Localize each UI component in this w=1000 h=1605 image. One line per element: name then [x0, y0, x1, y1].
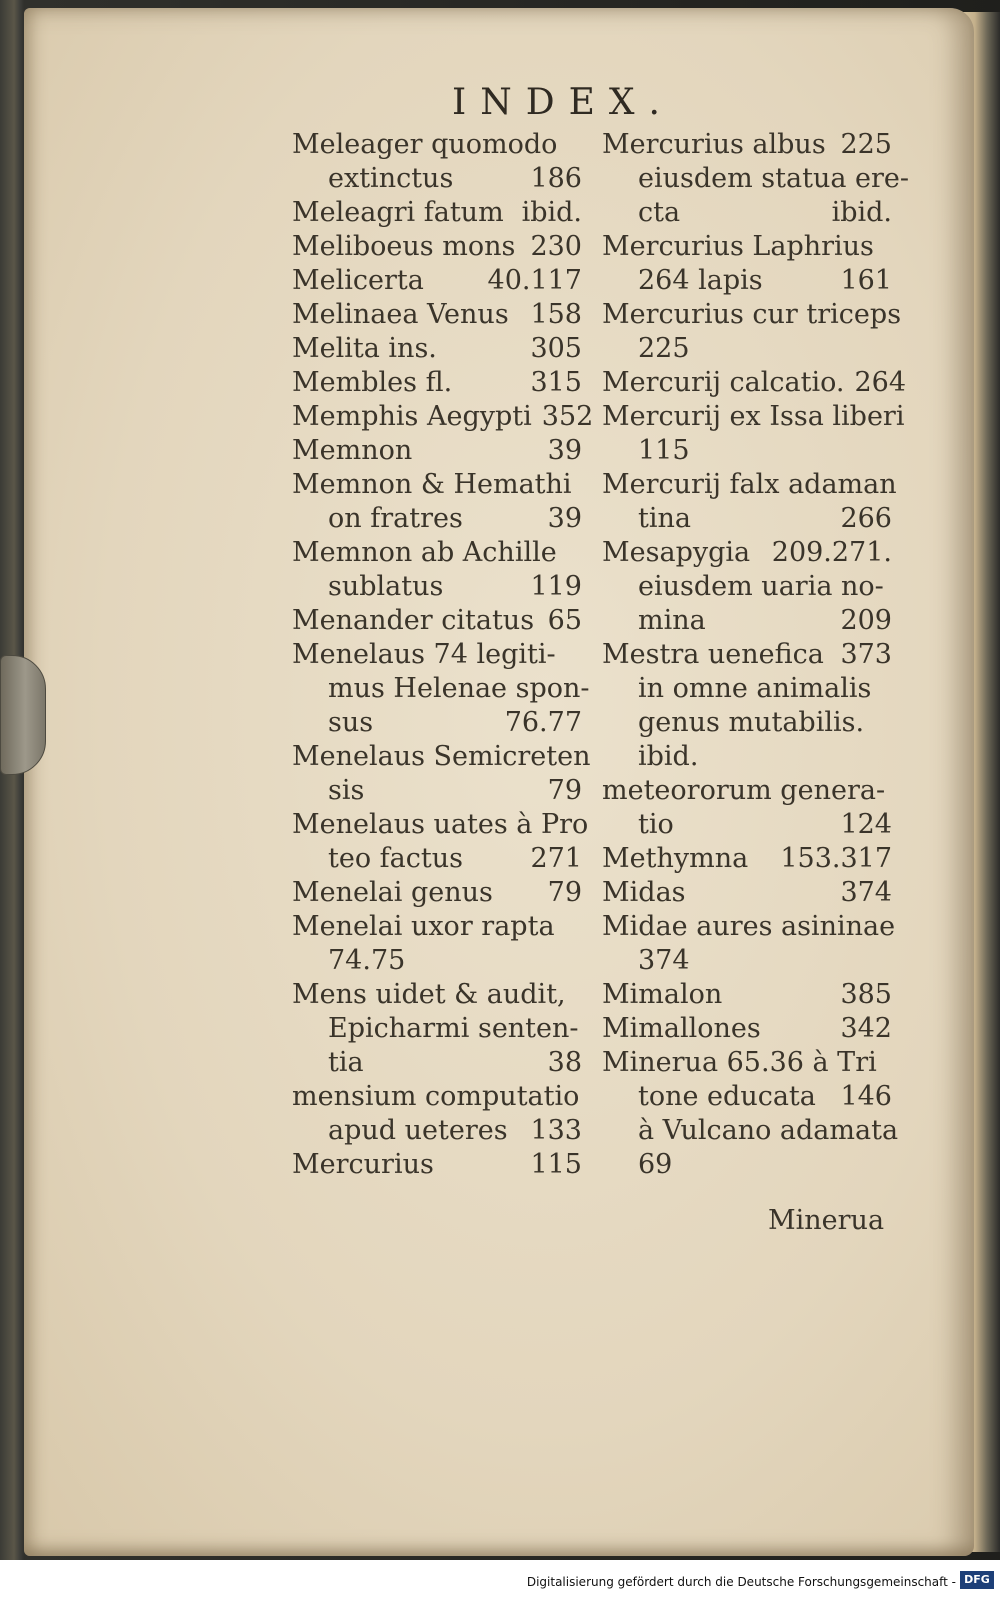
index-entry: [602, 366, 907, 400]
entry-text: Melinaea Venus: [292, 299, 509, 330]
entry-line: [292, 774, 582, 808]
page-reference: 40.117: [487, 265, 582, 296]
entry-text: tone educata: [638, 1081, 816, 1112]
page-reference: 65: [547, 605, 582, 636]
entry-line: [602, 1012, 892, 1046]
entry-text: tio: [638, 809, 674, 840]
entry-text: Melicerta: [292, 265, 424, 296]
entry-text: sis: [328, 775, 365, 806]
index-entry: [292, 1080, 582, 1148]
index-column-right: [602, 128, 910, 1182]
entry-text: Menelaus 74 legiti-: [292, 639, 556, 670]
entry-line: [602, 1046, 892, 1080]
page-reference: 352: [541, 401, 594, 432]
index-entry: [292, 876, 582, 910]
entry-text: mus Helenae spon-: [328, 673, 590, 704]
page-reference: 38: [547, 1047, 582, 1078]
page-reference: 79: [547, 877, 582, 908]
page-reference: 186: [530, 163, 582, 194]
entry-text: teo factus: [328, 843, 463, 874]
index-entry: [292, 196, 582, 230]
entry-text: 115: [638, 435, 690, 466]
entry-line: [602, 128, 892, 162]
entry-line: [602, 230, 892, 264]
entry-text: Mimallones: [602, 1013, 761, 1044]
entry-line: [602, 570, 892, 604]
index-entry: [292, 740, 591, 808]
page-reference: 115: [530, 1149, 582, 1180]
entry-line: [292, 604, 582, 638]
index-entry: [602, 774, 892, 842]
entry-text: Mercurius albus: [602, 129, 826, 160]
entry-line: [602, 876, 892, 910]
page-reference: 161: [840, 265, 892, 296]
index-entry: [602, 842, 892, 876]
entry-text: genus mutabilis.: [638, 707, 865, 738]
entry-text: in omne animalis: [638, 673, 872, 704]
entry-line: [292, 808, 589, 842]
entry-text: eiusdem uaria no-: [638, 571, 884, 602]
entry-line: [292, 230, 582, 264]
entry-line: [602, 842, 892, 876]
entry-text: Memnon & Hemathi: [292, 469, 572, 500]
page-reference: 79: [547, 775, 582, 806]
entry-text: cta: [638, 197, 681, 228]
index-entry: [292, 910, 582, 978]
index-entry: [602, 468, 897, 536]
entry-text: Mercurij falx adaman: [602, 469, 897, 500]
entry-line: [602, 298, 902, 332]
entry-line: [292, 910, 582, 944]
entry-line: [602, 978, 892, 1012]
entry-line: [602, 808, 892, 842]
entry-text: Mercurius Laphrius: [602, 231, 874, 262]
index-entry: [292, 400, 594, 434]
index-entry: [292, 366, 582, 400]
page-reference: 39: [547, 435, 582, 466]
entry-text: 374: [638, 945, 690, 976]
entry-line: [292, 434, 582, 468]
entry-line: [292, 706, 582, 740]
entry-line: [292, 332, 582, 366]
page-reference: 146: [840, 1081, 892, 1112]
index-entry: [602, 536, 892, 638]
entry-text: Melita ins.: [292, 333, 437, 364]
entry-text: Memnon: [292, 435, 413, 466]
page-reference: 342: [840, 1013, 892, 1044]
entry-text: Methymna: [602, 843, 749, 874]
entry-text: Memphis Aegypti: [292, 401, 532, 432]
entry-text: Epicharmi senten-: [328, 1013, 579, 1044]
index-entry: [292, 808, 589, 876]
entry-line: [602, 1148, 892, 1182]
entry-text: Midae aures asininae: [602, 911, 896, 942]
entry-text: Menander citatus: [292, 605, 535, 636]
entry-text: Meleager quomodo: [292, 129, 558, 160]
page-reference: 373: [840, 639, 892, 670]
entry-text: Mimalon: [602, 979, 723, 1010]
index-entry: [292, 128, 582, 196]
entry-text: sublatus: [328, 571, 444, 602]
entry-line: [602, 604, 892, 638]
entry-text: mina: [638, 605, 706, 636]
page-reference: 225: [840, 129, 892, 160]
index-entry: [292, 978, 582, 1080]
entry-line: [292, 502, 582, 536]
entry-line: [292, 298, 582, 332]
entry-text: 225: [638, 333, 690, 364]
entry-line: [602, 264, 892, 298]
entry-text: eiusdem statua ere-: [638, 163, 910, 194]
entry-line: [602, 706, 892, 740]
entry-line: [292, 638, 582, 672]
entry-text: Menelai genus: [292, 877, 493, 908]
entry-line: [292, 842, 582, 876]
index-entry: [602, 876, 892, 910]
page-reference: 124: [840, 809, 892, 840]
entry-line: [292, 1148, 582, 1182]
entry-line: [602, 196, 892, 230]
entry-text: Minerua 65.36 à Tri: [602, 1047, 877, 1078]
entry-line: [292, 570, 582, 604]
entry-line: [602, 434, 892, 468]
entry-text: Meliboeus mons: [292, 231, 516, 262]
entry-line: [292, 978, 582, 1012]
page-reference: 39: [547, 503, 582, 534]
entry-text: Menelai uxor rapta: [292, 911, 555, 942]
entry-text: 74.75: [328, 945, 406, 976]
entry-line: [602, 468, 897, 502]
entry-line: [292, 264, 582, 298]
page-reference: 264: [854, 367, 907, 398]
entry-text: Mercurius: [292, 1149, 434, 1180]
entry-text: on fratres: [328, 503, 463, 534]
entry-line: [292, 876, 582, 910]
index-entry: [292, 230, 582, 264]
index-entry: [602, 400, 905, 468]
entry-text: sus: [328, 707, 374, 738]
page-reference: 271: [530, 843, 582, 874]
entry-text: tia: [328, 1047, 364, 1078]
entry-text: ibid.: [638, 741, 699, 772]
page-reference: 374: [840, 877, 892, 908]
page-reference: 315: [530, 367, 582, 398]
book-clasp: [0, 655, 46, 775]
index-entry: [292, 298, 582, 332]
index-entry: [292, 604, 582, 638]
entry-line: [602, 1080, 892, 1114]
entry-text: Mesapygia: [602, 537, 751, 568]
page-reference: 119: [530, 571, 582, 602]
entry-line: [602, 944, 892, 978]
index-entry: [602, 1046, 899, 1182]
entry-text: Menelaus Semicreten: [292, 741, 591, 772]
footer-credit: Digitalisierung gefördert durch die Deutsche Forschungsgemeinschaft -: [526, 1575, 956, 1589]
entry-text: apud ueteres: [328, 1115, 508, 1146]
entry-line: [602, 162, 910, 196]
entry-text: Memnon ab Achille: [292, 537, 557, 568]
entry-text: Mercurius cur triceps: [602, 299, 902, 330]
entry-line: [602, 536, 892, 570]
page-reference: ibid.: [831, 197, 892, 228]
page-reference: 305: [530, 333, 582, 364]
dfg-logo: DFG: [960, 1571, 994, 1589]
entry-text: Meleagri fatum: [292, 197, 504, 228]
entry-line: [292, 1114, 582, 1148]
entry-line: [292, 740, 591, 774]
page-reference: 133: [530, 1115, 582, 1146]
entry-text: extinctus: [328, 163, 454, 194]
entry-line: [292, 128, 582, 162]
entry-line: [292, 1012, 582, 1046]
entry-text: meteororum genera-: [602, 775, 886, 806]
page-reference: 230: [530, 231, 582, 262]
entry-text: tina: [638, 503, 691, 534]
entry-line: [292, 400, 594, 434]
entry-line: [602, 774, 892, 808]
entry-text: Mercurij calcatio.: [602, 367, 845, 398]
entry-line: [292, 196, 582, 230]
index-entry: [602, 128, 910, 230]
page-reference: 209: [840, 605, 892, 636]
entry-line: [602, 638, 892, 672]
index-entry: [292, 264, 582, 298]
index-entry: [602, 978, 892, 1012]
index-entry: [292, 638, 590, 740]
entry-text: Mercurij ex Issa liberi: [602, 401, 905, 432]
entry-line: [602, 910, 896, 944]
entry-text: Menelaus uates à Pro: [292, 809, 589, 840]
index-entry: [292, 536, 582, 604]
entry-line: [602, 366, 907, 400]
entry-text: mensium computatio: [292, 1081, 580, 1112]
entry-text: Membles fl.: [292, 367, 453, 398]
page-header: INDEX.: [452, 82, 674, 123]
entry-text: Midas: [602, 877, 686, 908]
entry-line: [292, 672, 590, 706]
entry-line: [602, 502, 892, 536]
entry-line: [602, 400, 905, 434]
index-entry: [602, 230, 892, 298]
index-entry: [292, 332, 582, 366]
entry-text: 264 lapis: [638, 265, 763, 296]
entry-line: [292, 944, 582, 978]
index-entry: [292, 468, 582, 536]
entry-line: [292, 366, 582, 400]
page-reference: 385: [840, 979, 892, 1010]
entry-text: Mestra uenefica: [602, 639, 824, 670]
index-entry: [602, 910, 896, 978]
entry-line: [292, 468, 582, 502]
entry-line: [602, 740, 892, 774]
index-entry: [602, 638, 892, 774]
entry-line: [602, 332, 892, 366]
page-reference: 209.271.: [771, 537, 892, 568]
entry-text: 69: [638, 1149, 673, 1180]
entry-text: Mens uidet & audit,: [292, 979, 566, 1010]
entry-line: [292, 162, 582, 196]
page-reference: 76.77: [504, 707, 582, 738]
entry-text: à Vulcano adamata: [638, 1115, 899, 1146]
index-entry: [292, 1148, 582, 1182]
page-reference: 158: [530, 299, 582, 330]
entry-line: [602, 672, 892, 706]
index-entry: [292, 434, 582, 468]
entry-line: [292, 1080, 582, 1114]
index-entry: [602, 298, 902, 366]
catchword: Minerua: [768, 1205, 885, 1236]
page-reference: 153.317: [780, 843, 892, 874]
entry-line: [602, 1114, 899, 1148]
page-reference: ibid.: [521, 197, 582, 228]
index-column-left: [292, 128, 594, 1182]
index-entry: [602, 1012, 892, 1046]
entry-line: [292, 536, 582, 570]
page-reference: 266: [840, 503, 892, 534]
entry-line: [292, 1046, 582, 1080]
